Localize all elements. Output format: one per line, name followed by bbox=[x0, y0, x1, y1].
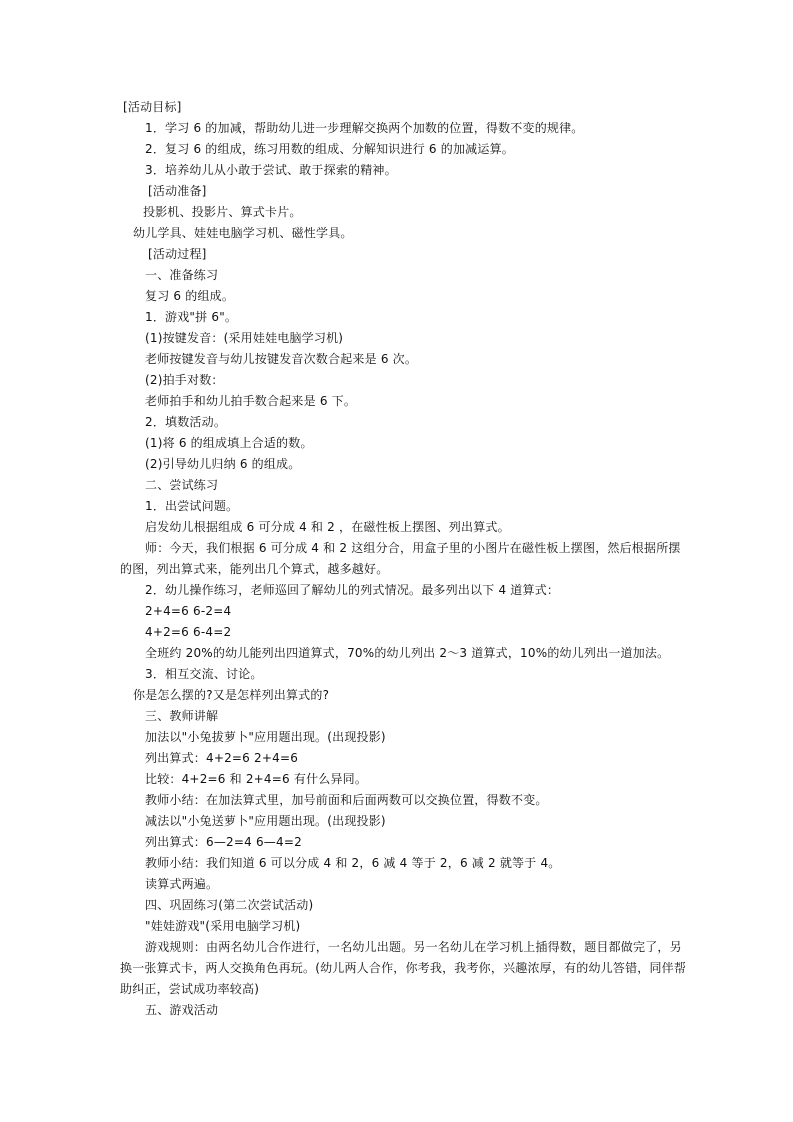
part-heading-2: 二、尝试练习 bbox=[145, 478, 219, 492]
equation-line: 2+4=6 6-2=4 bbox=[145, 604, 232, 618]
paragraph-line: 游戏规则：由两名幼儿合作进行，一名幼儿出题。另一名幼儿在学习机上插得数，题目都做完了，另 bbox=[145, 940, 682, 954]
paragraph-line: (1)按键发音：(采用娃娃电脑学习机) bbox=[145, 331, 344, 345]
paragraph-line: 全班约 20%的幼儿能列出四道算式，70%的幼儿列出 2～3 道算式，10%的幼儿列出一道加法。 bbox=[145, 646, 670, 660]
paragraph-line: 换一张算式卡，两人交换角色再玩。(幼儿两人合作，你考我，我考你，兴趣浓厚，有的幼儿答错，同伴帮 bbox=[120, 961, 687, 975]
paragraph-line: 你是怎么摆的?又是怎样列出算式的? bbox=[133, 688, 330, 702]
paragraph-line: 师：今天，我们根据 6 可分成 4 和 2 这组分合，用盒子里的小图片在磁性板上摆图，然后根据所摆 bbox=[145, 541, 681, 555]
section-heading-preparation: [活动准备] bbox=[148, 184, 207, 198]
paragraph-line: "娃娃游戏"(采用电脑学习机) bbox=[145, 919, 301, 933]
section-heading-process: [活动过程] bbox=[148, 247, 207, 261]
paragraph-line: 2．填数活动。 bbox=[145, 415, 227, 429]
equation-line: 4+2=6 6-4=2 bbox=[145, 625, 232, 639]
paragraph-line: (2)引导幼儿归纳 6 的组成。 bbox=[145, 457, 301, 471]
part-heading-3: 三、教师讲解 bbox=[145, 709, 219, 723]
goal-item-3: 3．培养幼儿从小敢于尝试、敢于探索的精神。 bbox=[145, 163, 397, 177]
paragraph-line: 1．游戏"拼 6"。 bbox=[145, 310, 238, 324]
equation-line: 列出算式：4+2=6 2+4=6 bbox=[145, 751, 299, 765]
paragraph-line: 减法以"小兔送萝卜"应用题出现。(出现投影) bbox=[145, 814, 386, 828]
paragraph-line: 的图，列出算式来，能列出几个算式，越多越好。 bbox=[120, 562, 389, 576]
paragraph-line: 1．出尝试问题。 bbox=[145, 499, 239, 513]
preparation-item-2: 幼儿学具、娃娃电脑学习机、磁性学具。 bbox=[133, 226, 353, 240]
paragraph-line: 3．相互交流、讨论。 bbox=[145, 667, 263, 681]
paragraph-line: 老师按键发音与幼儿按键发音次数合起来是 6 次。 bbox=[145, 352, 418, 366]
part-heading-5: 五、游戏活动 bbox=[145, 1003, 219, 1017]
section-heading-goals: [活动目标] bbox=[123, 100, 182, 114]
paragraph-line: 比较：4+2=6 和 2+4=6 有什么异同。 bbox=[145, 772, 368, 786]
paragraph-line: 助纠正，尝试成功率较高) bbox=[120, 982, 260, 996]
paragraph-line: 启发幼儿根据组成 6 可分成 4 和 2 ，在磁性板上摆图、列出算式。 bbox=[145, 520, 510, 534]
paragraph-line: 教师小结：在加法算式里，加号前面和后面两数可以交换位置，得数不变。 bbox=[145, 793, 548, 807]
part-heading-4: 四、巩固练习(第二次尝试活动) bbox=[145, 898, 314, 912]
part-heading-1: 一、准备练习 bbox=[145, 268, 219, 282]
preparation-item-1: 投影机、投影片、算式卡片。 bbox=[143, 205, 302, 219]
goal-item-1: 1．学习 6 的加减，帮助幼儿进一步理解交换两个加数的位置，得数不变的规律。 bbox=[145, 121, 584, 135]
goal-item-2: 2．复习 6 的组成，练习用数的组成、分解知识进行 6 的加减运算。 bbox=[145, 142, 514, 156]
paragraph-line: (1)将 6 的组成填上合适的数。 bbox=[145, 436, 313, 450]
equation-line: 列出算式：6—2=4 6—4=2 bbox=[145, 835, 302, 849]
paragraph-line: (2)拍手对数： bbox=[145, 373, 224, 387]
paragraph-line: 2．幼儿操作练习，老师巡回了解幼儿的列式情况。最多列出以下 4 道算式： bbox=[145, 583, 560, 597]
paragraph-line: 复习 6 的组成。 bbox=[145, 289, 235, 303]
paragraph-line: 老师拍手和幼儿拍手数合起来是 6 下。 bbox=[145, 394, 357, 408]
paragraph-line: 加法以"小兔拔萝卜"应用题出现。(出现投影) bbox=[145, 730, 386, 744]
paragraph-line: 教师小结：我们知道 6 可以分成 4 和 2，6 减 4 等于 2，6 减 2 就等于 4。 bbox=[145, 856, 561, 870]
paragraph-line: 读算式两遍。 bbox=[145, 877, 219, 891]
